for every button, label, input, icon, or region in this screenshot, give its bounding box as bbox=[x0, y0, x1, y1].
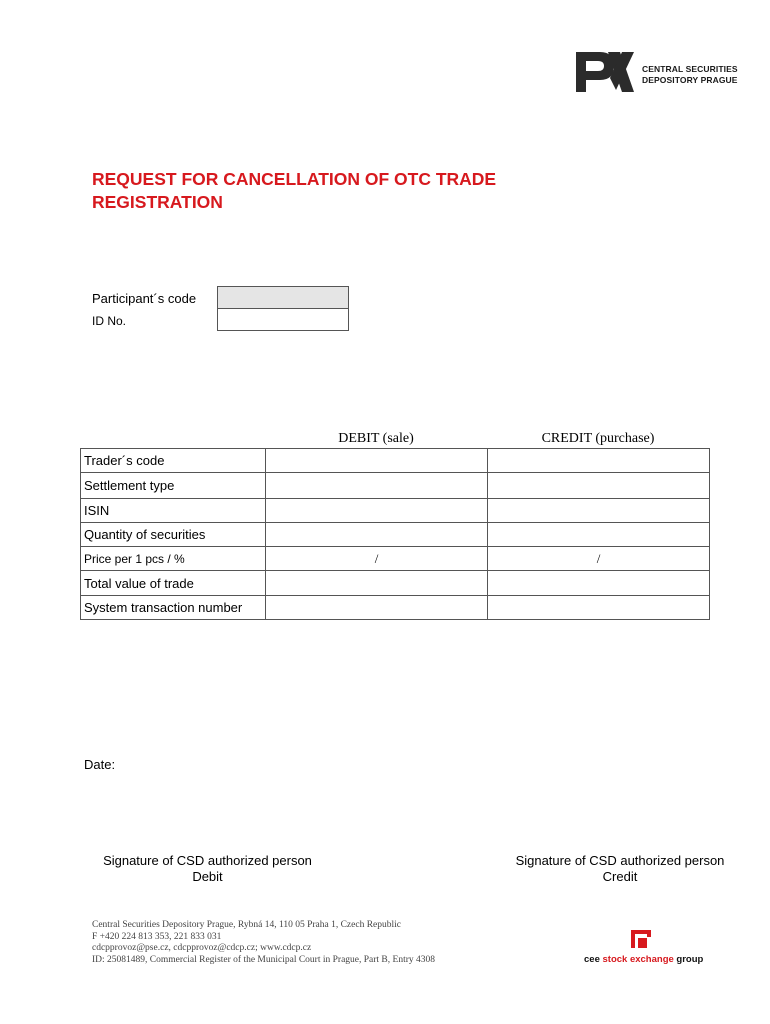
table-row bbox=[81, 449, 710, 473]
footer-line1: Central Securities Depository Prague, Rybná 14, 110 05 Praha 1, Czech Republic bbox=[92, 920, 402, 930]
id-no-label: ID No. bbox=[92, 314, 127, 328]
credit-cell[interactable] bbox=[488, 473, 710, 499]
table-row bbox=[81, 499, 710, 523]
logo-line1: CENTRAL SECURITIES bbox=[642, 64, 738, 74]
row-label: System transaction number bbox=[81, 596, 266, 620]
signature-credit bbox=[500, 853, 740, 885]
credit-cell[interactable] bbox=[488, 499, 710, 523]
participant-code-field[interactable] bbox=[217, 286, 349, 309]
id-no-field[interactable] bbox=[217, 308, 349, 331]
cee-group-logo-icon bbox=[630, 929, 652, 949]
footer-line2: F +420 224 813 353, 221 833 031 bbox=[92, 931, 222, 942]
signature-debit-line1: Signature of CSD authorized person bbox=[103, 853, 312, 868]
signature-debit-line2: Debit bbox=[192, 869, 223, 884]
logo-line2: DEPOSITORY PRAGUE bbox=[642, 75, 738, 85]
signature-credit-line1: Signature of CSD authorized person bbox=[515, 853, 725, 868]
debit-cell[interactable] bbox=[266, 596, 488, 620]
trade-table bbox=[80, 448, 710, 620]
row-label: Price per 1 pcs / % bbox=[81, 547, 266, 571]
page-title bbox=[92, 168, 652, 214]
credit-cell[interactable] bbox=[488, 596, 710, 620]
px-logo-icon bbox=[574, 50, 636, 94]
cee-group-logo-text bbox=[584, 954, 703, 965]
cee-part2: stock exchange bbox=[602, 954, 674, 965]
credit-cell[interactable]: / bbox=[488, 547, 710, 571]
footer-line3: cdcpprovoz@pse.cz, cdcpprovoz@cdcp.cz; www.cdcp.cz bbox=[92, 943, 312, 953]
footer-line4: ID: 25081489, Commercial Register of the Municipal Court in Prague, Part B, Entry 4308 bbox=[92, 954, 436, 965]
credit-cell[interactable] bbox=[488, 571, 710, 596]
logo-text bbox=[642, 64, 738, 86]
table-row bbox=[81, 523, 710, 547]
debit-cell[interactable]: / bbox=[266, 547, 488, 571]
table-row bbox=[81, 596, 710, 620]
cee-part3: group bbox=[673, 954, 704, 965]
signature-debit bbox=[80, 853, 335, 885]
row-label: Quantity of securities bbox=[81, 523, 266, 547]
table-row bbox=[81, 473, 710, 499]
row-label: Settlement type bbox=[81, 473, 266, 499]
credit-cell[interactable] bbox=[488, 449, 710, 473]
debit-cell[interactable] bbox=[266, 449, 488, 473]
debit-cell[interactable] bbox=[266, 473, 488, 499]
debit-cell[interactable] bbox=[266, 523, 488, 547]
row-label: Total value of trade bbox=[81, 571, 266, 596]
table-row bbox=[81, 571, 710, 596]
debit-cell[interactable] bbox=[266, 499, 488, 523]
credit-column-header: CREDIT (purchase) bbox=[541, 431, 655, 446]
title-line1: REQUEST FOR CANCELLATION OF OTC TRADE bbox=[92, 169, 497, 189]
debit-column-header: DEBIT (sale) bbox=[338, 431, 414, 446]
participant-code-label: Participant´s code bbox=[92, 291, 197, 306]
title-line2: REGISTRATION bbox=[92, 192, 223, 212]
table-row bbox=[81, 547, 710, 571]
debit-cell[interactable] bbox=[266, 571, 488, 596]
row-label: ISIN bbox=[81, 499, 266, 523]
date-label: Date: bbox=[84, 757, 116, 772]
footer-address bbox=[92, 920, 435, 966]
row-label: Trader´s code bbox=[81, 449, 266, 473]
cee-part1: cee bbox=[584, 954, 603, 965]
signature-credit-line2: Credit bbox=[602, 869, 638, 884]
credit-cell[interactable] bbox=[488, 523, 710, 547]
